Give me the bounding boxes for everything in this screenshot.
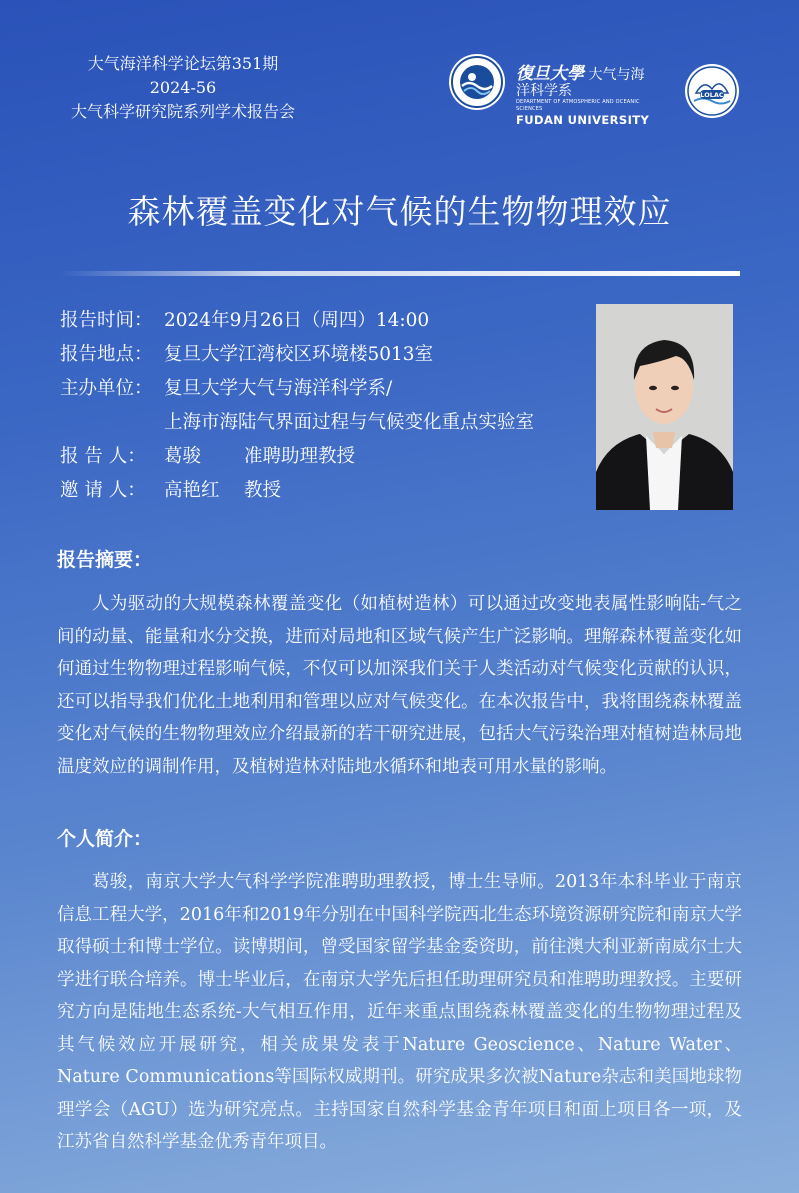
forum-number: 2024-56 [149,78,217,97]
fudan-wordmark [516,66,656,127]
info-place-label: 报告地点： [60,344,153,365]
info-place [60,340,580,370]
info-inviter-position: 教授 [244,480,282,501]
info-speaker-name: 葛骏 [164,446,202,467]
bio-heading: 个人简介： [57,828,153,850]
bio-text: 葛骏，南京大学大气科学学院准聘助理教授，博士生导师。2013年本科毕业于南京信息工程大学，2016年和2019年分别在中国科学院西北生态环境资源研究院和南京大学取得硕士和博士学位。读博期间，曾受国家留学基金委资助，前往澳大利亚新南威尔士大学进行联合培养。博士毕业后，在南京大学先后担任助理研究员和准聘助理教授。主要研究方向是陆地生态系统-大气相互作用，近年来重点围绕森林覆盖变化的生物物理过程及其气候效应开展研究，相关成果发表于Nature Geoscience、Nature Water、Nature Communications等国际权威期刊。研究成果多次被Nature杂志和美国地球物理学会（AGU）选为研究亮点。主持国家自然科学基金青年项目和面上项目各一项，及江苏省自然科学基金优秀青年项目。 [57,872,742,1152]
info-inviter [60,476,580,506]
info-speaker-label: 报 告 人： [60,446,146,467]
department-name-cn: 大气与海洋科学系 [516,67,645,99]
forum-header [48,52,318,124]
info-time-value: 2024年9月26日（周四）14:00 [164,310,430,331]
speaker-photo [596,304,733,510]
forum-subtitle: 大气科学研究院系列学术报告会 [70,102,295,121]
info-speaker-position: 准聘助理教授 [244,446,356,467]
info-organizer-cont [60,408,580,438]
info-organizer-value-1: 复旦大学大气与海洋科学系/ [164,378,393,399]
info-organizer-value-2: 上海市海陆气界面过程与气候变化重点实验室 [164,412,535,433]
fudan-script-name: 復旦大學 [516,64,584,84]
department-name-en: DEPARTMENT OF ATMOSPHERIC AND OCEANIC SCIENCES [516,99,640,112]
info-inviter-label: 邀 请 人： [60,480,146,501]
info-organizer [60,374,580,404]
title-divider [60,271,740,276]
info-place-value: 复旦大学江湾校区环境楼5013室 [164,344,434,365]
abstract-text: 人为驱动的大规模森林覆盖变化（如植树造林）可以通过改变地表属性影响陆-气之间的动量、能量和水分交换，进而对局地和区域气候产生广泛影响。理解森林覆盖变化如何通过生物物理过程影响气候，不仅可以加深我们关于人类活动对气候变化贡献的认识，还可以指导我们优化土地利用和管理以应对气候变化。在本次报告中，我将围绕森林覆盖变化对气候的生物物理效应介绍最新的若干研究进展，包括大气污染治理对植树造林局地温度效应的调制作用，及植树造林对陆地水循环和地表可用水量的影响。 [57,594,742,777]
abstract-heading: 报告摘要： [57,549,153,571]
info-time [60,306,580,336]
info-speaker [60,442,580,472]
info-time-label: 报告时间： [60,310,153,331]
talk-info [60,306,580,510]
info-organizer-label: 主办单位： [60,378,153,399]
lab-badge-text: LOLAC [700,91,724,99]
forum-series: 大气海洋科学论坛第351期 [87,54,279,73]
lab-logo [684,63,740,119]
speaker-portrait-icon [596,304,733,510]
talk-title: 森林覆盖变化对气候的生物物理效应 [127,192,672,231]
department-seal-logo [448,53,506,111]
university-name-en: FUDAN UNIVERSITY [516,113,650,127]
info-inviter-name: 高艳红 [164,480,220,501]
